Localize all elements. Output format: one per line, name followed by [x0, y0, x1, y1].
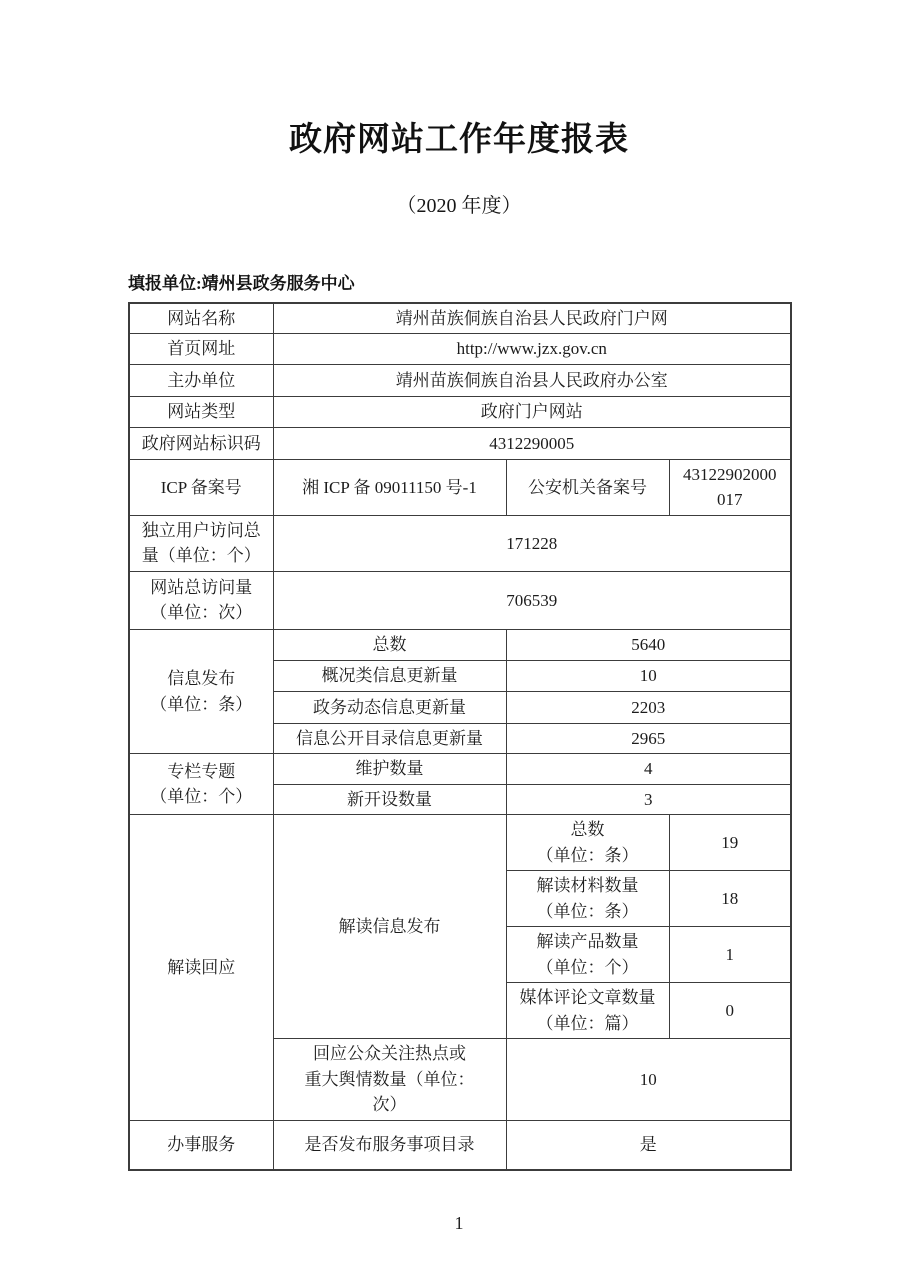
table-row [129, 815, 791, 871]
interpretation-materials-value: 18 [669, 871, 791, 927]
info-publish-total-value: 5640 [506, 629, 791, 660]
site-type-label: 网站类型 [129, 396, 273, 427]
interpretation-publish-label: 解读信息发布 [273, 815, 506, 1039]
special-columns-new-opened-value: 3 [506, 784, 791, 815]
icp-value: 湘 ICP 备 09011150 号-1 [273, 459, 506, 515]
interpretation-products-label: 解读产品数量 （单位：个） [506, 927, 669, 983]
interpretation-media-articles-value: 0 [669, 983, 791, 1039]
police-record-label: 公安机关备案号 [506, 459, 669, 515]
police-record-value: 43122902000 017 [669, 459, 791, 515]
services-catalog-label: 是否发布服务事项目录 [273, 1120, 506, 1170]
table-row [129, 515, 791, 571]
services-catalog-value: 是 [506, 1120, 791, 1170]
interpretation-total-value: 19 [669, 815, 791, 871]
home-url-value: http://www.jzx.gov.cn [273, 334, 791, 365]
table-row [129, 1120, 791, 1170]
info-publish-open-dir-label: 信息公开目录信息更新量 [273, 723, 506, 754]
info-publish-section-label: 信息发布 （单位：条） [129, 629, 273, 754]
total-visits-label: 网站总访问量 （单位：次） [129, 571, 273, 629]
interpretation-hot-response-label: 回应公众关注热点或 重大舆情数量（单位： 次） [273, 1039, 506, 1121]
info-publish-overview-value: 10 [506, 660, 791, 691]
table-row [129, 364, 791, 396]
table-row [129, 629, 791, 660]
interpretation-section-label: 解读回应 [129, 815, 273, 1121]
special-columns-new-opened-label: 新开设数量 [273, 784, 506, 815]
annual-report-table [128, 302, 792, 1172]
table-row [129, 303, 791, 334]
interpretation-hot-response-value: 10 [506, 1039, 791, 1121]
icp-label: ICP 备案号 [129, 459, 273, 515]
special-columns-maintained-value: 4 [506, 754, 791, 785]
organizer-label: 主办单位 [129, 364, 273, 396]
info-publish-open-dir-value: 2965 [506, 723, 791, 754]
info-publish-total-label: 总数 [273, 629, 506, 660]
page-number: 1 [454, 1213, 464, 1234]
info-publish-gov-news-value: 2203 [506, 691, 791, 723]
site-name-value: 靖州苗族侗族自治县人民政府门户网 [273, 303, 791, 334]
home-url-label: 首页网址 [129, 334, 273, 365]
services-section-label: 办事服务 [129, 1120, 273, 1170]
interpretation-total-label: 总数 （单位：条） [506, 815, 669, 871]
reporting-unit: 填报单位:靖州县政务服务中心 [128, 274, 355, 294]
site-code-label: 政府网站标识码 [129, 427, 273, 459]
site-type-value: 政府门户网站 [273, 396, 791, 427]
table-row [129, 754, 791, 785]
organizer-value: 靖州苗族侗族自治县人民政府办公室 [273, 364, 791, 396]
interpretation-products-value: 1 [669, 927, 791, 983]
table-row [129, 571, 791, 629]
unique-visitors-label: 独立用户访问总 量（单位：个） [129, 515, 273, 571]
interpretation-materials-label: 解读材料数量 （单位：条） [506, 871, 669, 927]
table-row [129, 396, 791, 427]
special-columns-section-label: 专栏专题 （单位：个） [129, 754, 273, 815]
site-code-value: 4312290005 [273, 427, 791, 459]
info-publish-gov-news-label: 政务动态信息更新量 [273, 691, 506, 723]
interpretation-media-articles-label: 媒体评论文章数量 （单位：篇） [506, 983, 669, 1039]
table-row [129, 459, 791, 515]
table-row [129, 334, 791, 365]
document-page [128, 0, 790, 1236]
page-subtitle: （2020 年度） [396, 195, 522, 218]
table-row [129, 427, 791, 459]
site-name-label: 网站名称 [129, 303, 273, 334]
total-visits-value: 706539 [273, 571, 791, 629]
info-publish-overview-label: 概况类信息更新量 [273, 660, 506, 691]
page-title: 政府网站工作年度报表 [289, 120, 629, 157]
special-columns-maintained-label: 维护数量 [273, 754, 506, 785]
unique-visitors-value: 171228 [273, 515, 791, 571]
